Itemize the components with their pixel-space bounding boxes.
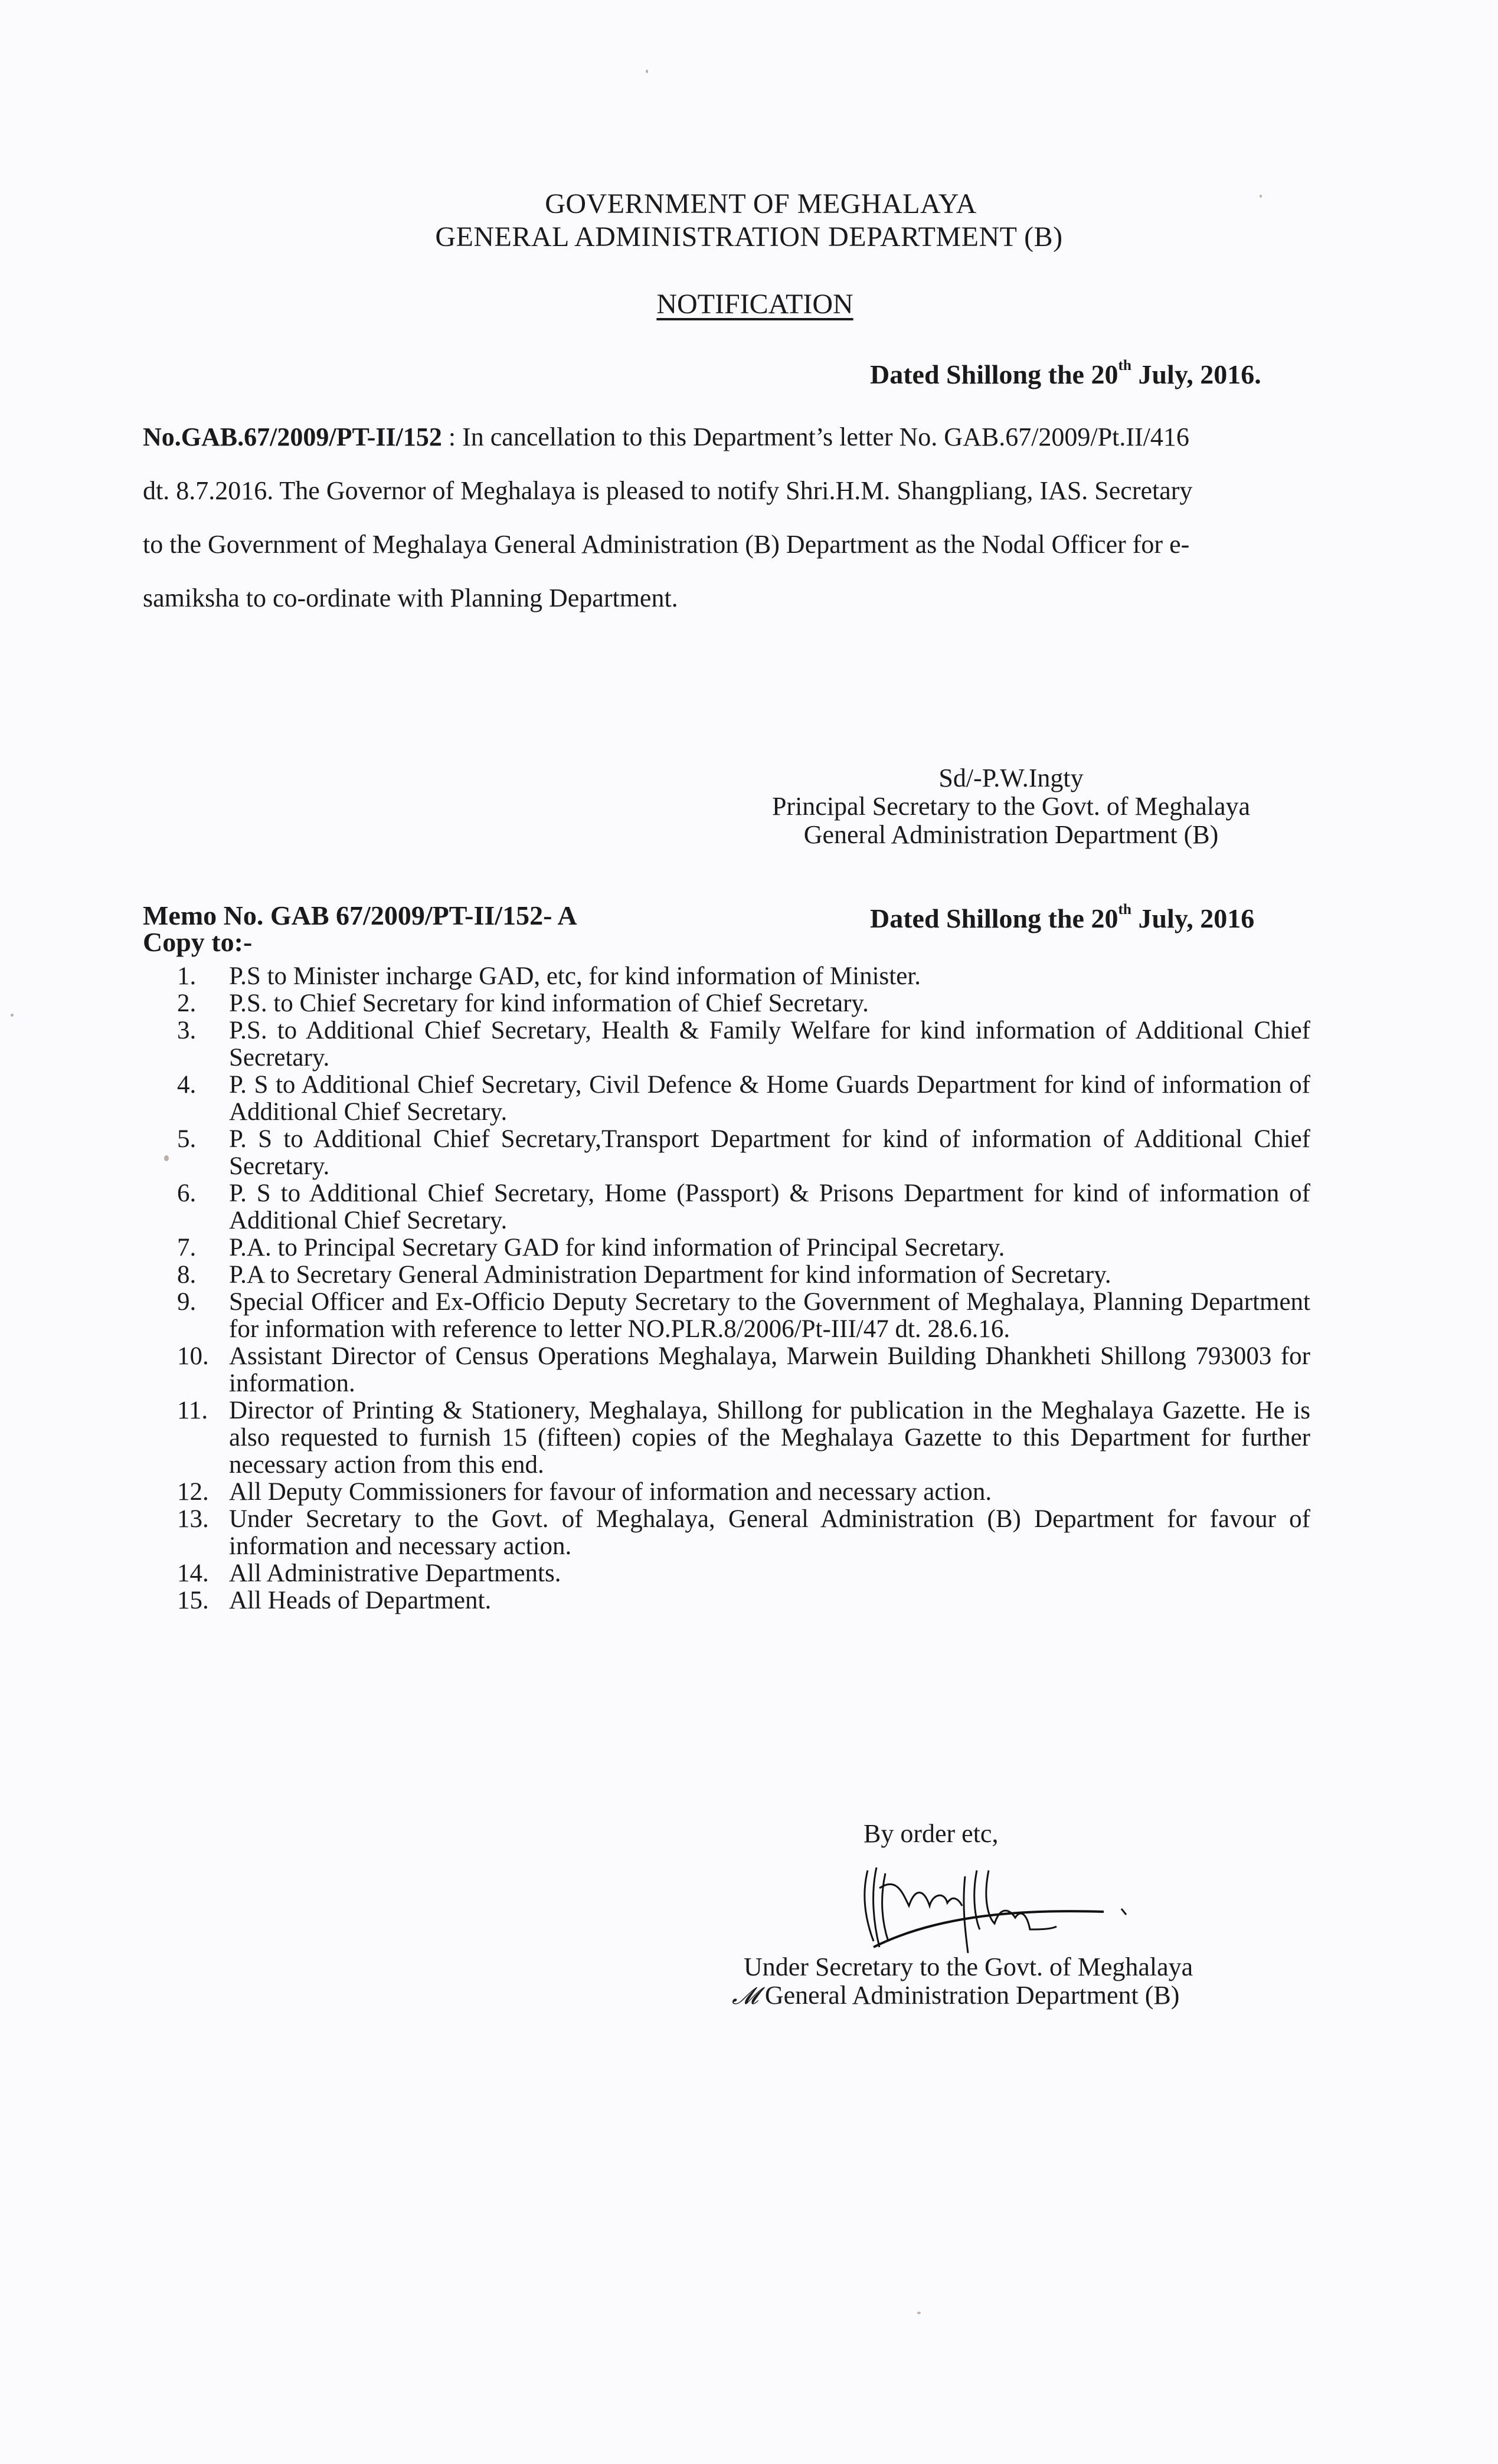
notification-title-text: NOTIFICATION [656,289,853,320]
item-number: 8. [177,1261,197,1289]
item-number: 9. [177,1288,197,1316]
memo-number: Memo No. GAB 67/2009/PT-II/152- A [143,900,577,930]
scan-speck [646,70,648,73]
item-text: Under Secretary to the Govt. of Meghalaya, General Administration (B) Department for favour of information and necessary action. [229,1505,1310,1560]
date-sup: th [1118,901,1131,918]
item-text: P.S. to Additional Chief Secretary, Health & Family Welfare for kind information of Additional Chief Secretary. [229,1017,1310,1072]
body-line: to the Government of Meghalaya General Administration (B) Department as the Nodal Officer for e- [143,530,1190,559]
item-text: All Administrative Departments. [229,1559,561,1587]
item-number: 11. [177,1397,208,1424]
item-text: Director of Printing & Stationery, Meghalaya, Shillong for publication in the Meghalaya Gazette. He is also requested to furnish 15 (fifteen) copies of the Meghalaya Gazette to this Department for further necessary action from this end. [229,1397,1310,1479]
item-number: 5. [177,1125,197,1153]
date-suffix: July, 2016 [1131,903,1255,933]
item-text: Assistant Director of Census Operations Meghalaya, Marwein Building Dhankheti Shillong 793003 for information. [229,1342,1310,1397]
item-text: P.A to Secretary General Administration Department for kind information of Secretary. [229,1261,1111,1289]
copy-to-item [177,1017,1310,1072]
item-number: 10. [177,1342,209,1370]
scan-speck [164,1155,169,1161]
notification-date [870,359,1261,390]
memo-date [870,903,1254,934]
copy-to-item [177,1560,1310,1587]
item-number: 2. [177,989,197,1017]
signatory-designation: Principal Secretary to the Govt. of Meghalaya [771,792,1251,821]
copy-to-item [177,1506,1310,1560]
item-number: 1. [177,962,197,990]
copy-to-item [177,990,1310,1017]
notification-title [0,288,1498,320]
item-number: 7. [177,1234,197,1262]
signatory-department: General Administration Department (B) [803,820,1219,849]
copy-to-list [177,963,1310,1614]
copy-to-item [177,1289,1310,1343]
copy-to-item [177,963,1310,990]
body-line [143,410,1361,464]
item-text: P. S to Additional Chief Secretary, Home (Passport) & Prisons Department for kind of information of Additional Chief Secretary. [229,1179,1310,1234]
closing-designation: Under Secretary to the Govt. of Meghalaya [744,1952,1193,1981]
notification-number: No.GAB.67/2009/PT-II/152 [143,422,442,451]
signatory-name: Sd/-P.W.Ingty [938,764,1084,792]
copy-to-item [177,1587,1310,1614]
closing-department: General Administration Department (B) [764,1981,1180,2010]
copy-to-item [177,1126,1310,1180]
item-text: All Deputy Commissioners for favour of information and necessary action. [229,1478,992,1506]
item-text: All Heads of Department. [229,1587,492,1614]
item-text: P. S to Additional Chief Secretary,Transport Department for kind of information of Additional Chief Secretary. [229,1125,1310,1180]
notification-body [143,410,1361,625]
signatory-block-2 [732,1953,1310,2010]
date-sup: th [1118,357,1131,374]
handwritten-initial: 𝓜 [732,1983,758,2010]
item-number: 15. [177,1587,209,1614]
scan-speck [1260,195,1262,198]
copy-to-item [177,1397,1310,1479]
copy-to-item [177,1072,1310,1126]
copy-to-item [177,1343,1310,1397]
copy-to-label: Copy to:- [143,927,253,957]
item-text: P.S. to Chief Secretary for kind information of Chief Secretary. [229,989,869,1017]
item-text: P.A. to Principal Secretary GAD for kind information of Principal Secretary. [229,1234,1005,1262]
item-text: Special Officer and Ex-Officio Deputy Secretary to the Government of Meghalaya, Planning Department for information with reference to letter NO.PLR.8/2006/Pt-III/47 dt. 28.6.16. [229,1288,1310,1343]
by-order-text: By order etc, [864,1819,999,1848]
item-number: 4. [177,1071,197,1099]
item-number: 3. [177,1017,197,1044]
date-prefix: Dated Shillong the 20 [870,903,1118,933]
item-number: 12. [177,1478,209,1506]
header-department: GENERAL ADMINISTRATION DEPARTMENT (B) [435,221,1063,253]
date-suffix: July, 2016. [1131,359,1261,389]
scan-speck [11,1014,14,1017]
closing-department-line [732,1981,1310,2010]
item-number: 6. [177,1179,197,1207]
item-number: 14. [177,1559,209,1587]
copy-to-item [177,1262,1310,1289]
body-text: : In cancellation to this Department’s letter No. GAB.67/2009/Pt.II/416 [441,422,1189,451]
body-line: dt. 8.7.2016. The Governor of Meghalaya is pleased to notify Shri.H.M. Shangpliang, IAS. Secretary [143,476,1193,505]
scan-speck [917,2312,921,2314]
copy-to-item [177,1234,1310,1262]
copy-to-item [177,1479,1310,1506]
date-prefix: Dated Shillong the 20 [870,359,1118,389]
copy-to-item [177,1180,1310,1234]
item-text: P. S to Additional Chief Secretary, Civil Defence & Home Guards Department for kind of information of Additional Chief Secretary. [229,1071,1310,1126]
header-government: GOVERNMENT OF MEGHALAYA [545,188,977,219]
body-line: samiksha to co-ordinate with Planning Department. [143,584,678,612]
item-number: 13. [177,1505,209,1533]
signatory-block-1 [731,764,1291,849]
item-text: P.S to Minister incharge GAD, etc, for kind information of Minister. [229,962,921,990]
handwritten-signature [844,1853,1175,1959]
